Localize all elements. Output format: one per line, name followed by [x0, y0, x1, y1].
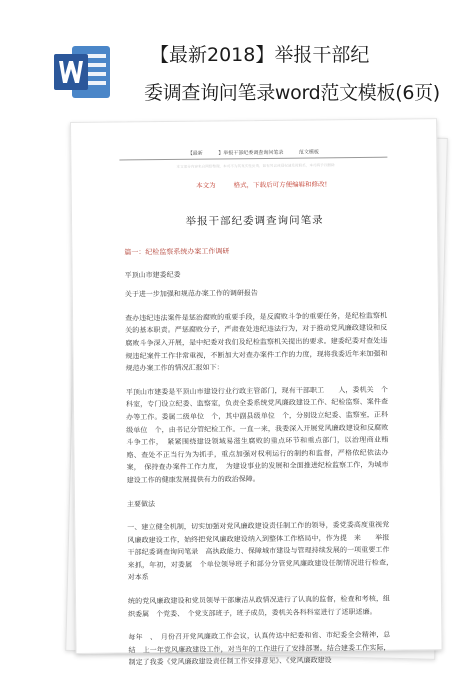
title-line-1: 【最新2018】举报干部纪: [150, 44, 370, 66]
paragraph: 平顶山市建委纪委: [124, 270, 181, 280]
download-note: [162, 178, 362, 193]
document-header: [119, 148, 387, 161]
paragraph: 查办违纪违法案件是惩治腐败的重要手段，是反腐败斗争的重要任务，是纪检监察机关的基本职责。严惩腐败分子，严肃查处违纪违法行为，对于推动党风廉政建设和反腐败斗争深入开展，是中纪委对我们及纪检监察机关提出的要求。建委纪委对查处违规违纪案件工作非常重视，不断加大对查办案件工作的力度，现将我委近年来加强和规范办案工作的情况汇报如下：: [125, 311, 388, 373]
document-body: [124, 244, 397, 677]
document-preview: [70, 118, 443, 667]
word-document-icon: [52, 42, 112, 102]
faint-notice: 本文部分内容来自网络整理，本司不为其真实性负责，如有异议或侵权请及时联系，本司将予以删除: [176, 163, 335, 169]
download-note-left: 本文为: [196, 181, 216, 190]
document-title: 举报干部纪委调查询问笔录: [185, 214, 324, 228]
page-title: [144, 36, 465, 112]
paragraph: 一、建立健全机制，切实加强对党风廉政建设责任制工作的领导，委党委高度重视党风廉政建设工作，始终把党风廉政建设纳入到整体工作格局中，作为提 来 举报干部纪委调查询问笔录 高执政能力、保障城市建设与管理持续发展的一项重要工作来抓，年初，对委属 个单位领导班子和部分分管党风廉政建设任制情况进行检查， 对本系: [127, 520, 397, 582]
title-line-2: 委调查询问笔录word范文模板(6页): [144, 82, 440, 104]
paragraph: 主要做法: [126, 499, 156, 508]
header-part-1: 【最新: [187, 150, 203, 157]
header-part-3: 范文模板: [298, 149, 319, 156]
download-note-right: 格式，下载后可方便编辑和修改!: [233, 180, 328, 190]
section-heading: 篇一：纪检监察系统办案工作调研: [124, 247, 230, 257]
header-part-2: 】举报干部纪委调查询问笔录: [218, 149, 284, 157]
paragraph: 统的党风廉政建设和党员领导干部廉洁从政情况进行了认真的监督，检查和考核，组织委属 个党委、 个党支部班子，班子成员，委机关各科科室进行了述职述廉。: [127, 594, 391, 619]
paragraph: 平顶山市建委是平顶山市建设行业行政主管部门，现有干部职工 人，委机关 个科室，专门设立纪委、监察室，负责全委系统党风廉政建设工作、纪检监察、案件查办等工作。委属二级单位 个，其中副县级单位 个，分别设立纪委、监察室，正科级单位 个，由书记分管纪检工作。一直一来，我委深入开展党风廉政建设和反腐败斗争工作， 紧紧围绕建设领域易滋生腐败的重点环节和重点部门，以治理商业贿赂、查处不正当行为为抓手，重点加强对权利运行的制约和监督，严格依纪依法办案， 保持查办案件工作力度， 为建设事业的发展和全面推进纪检监察工作，为城市建设工作的健康发展提供有力的政治保障。: [125, 385, 389, 485]
paragraph: 每年 、 月份召开党风廉政工作会议，认真传达中纪委和省、市纪委全会精神，总结 上一年党风廉政建设工作，对当年的工作进行了安排部署。结合建委工作实际，制定了我委《党风廉政建设责任制工作安排意见》、《党风廉政建设: [128, 630, 391, 667]
paragraph: 关于进一步加强和规范办案工作的调研报告: [124, 289, 258, 299]
